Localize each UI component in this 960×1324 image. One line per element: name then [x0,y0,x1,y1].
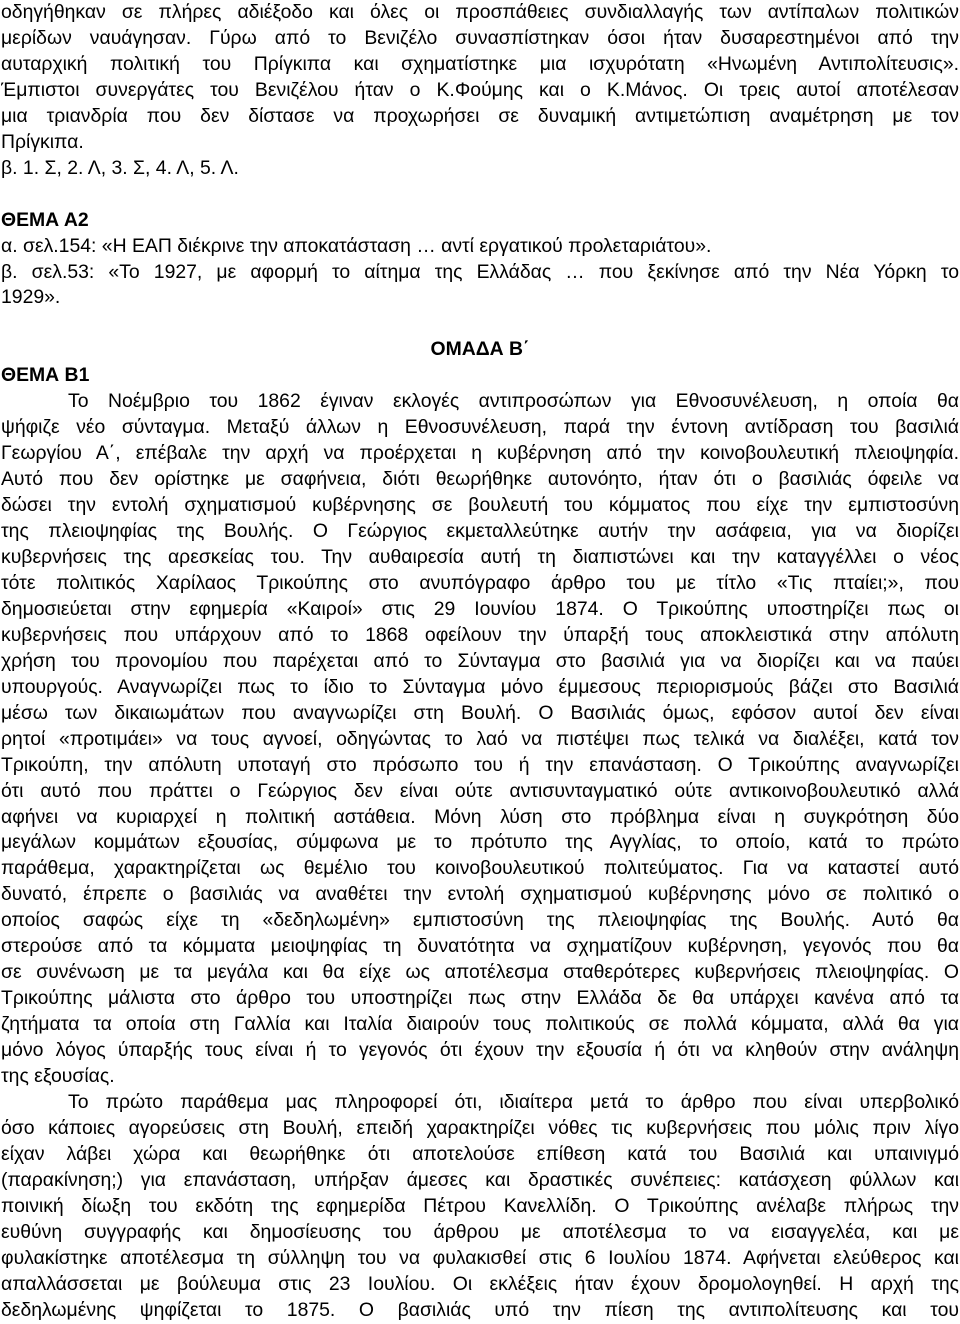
text-line: ότι αυτό που πράττει ο Γεώργιος δεν είναι ούτε αντισυνταγματικό ούτε αντικοινοβουλευτικό αλλά [1,779,959,802]
text-line: Τρικούπης μάλιστα στο άρθρο του υποστηρίζει πως στην Ελλάδα δε θα υπάρχει κανένα από τα [1,987,959,1010]
thema-a2-answer-b-cont: 1929». [1,286,61,309]
thema-a2-section [1,208,959,312]
text-line: απαλλάσσεται με βούλευμα στις 23 Ιουλίου. Οι εκλέξεις ήταν έχουν δρομολογηθεί. Η αρχή της [1,1272,959,1295]
text-line: ποινική δίωξη του εκδότη της εφημερίδα Πέτρου Κανελλίδη. Ο Τρικούπης ανέλαβε πλήρως την [1,1194,959,1217]
thema-a2-heading: ΘΕΜΑ Α2 [1,208,89,231]
text-line: κυβερνήσεις που υπάρχουν από το 1868 οφείλουν την ύπαρξή τους αποκλειστικά στην απόλυτη [1,623,959,646]
text-line: της πλειοψηφίας της Βουλής. Ο Γεώργιος εκμεταλλεύτηκε αυτήν την ασάφεια, για να διορίζει [1,520,959,543]
text-line: χρήση του προνομίου που παρέχεται από το Σύνταγμα στο βασιλιά για να διορίζει και να παύει [1,649,959,672]
text-line: ζητήματα τα οποία στη Γαλλία και Ιταλία διαιρούν τους πολιτικούς σε πολλά κόμματα, αλλά θα για [1,1013,959,1036]
text-line: είχαν λάβει χώρα και θεωρήθηκε ότι αποτελούσε επίθεση κατά του Βασιλιά και υπαινιγμό [1,1142,959,1165]
text-line: ψήφιζε νέο σύνταγμα. Μεταξύ άλλων η Εθνοσυνέλευση, παρά την έντονη αντίδραση του βασιλιά [1,416,959,439]
blank-line [1,311,959,337]
thema-b1-heading: ΘΕΜΑ Β1 [1,364,90,387]
text-line: (παρακίνηση;) για επανάσταση, υπήρξαν άμεσες και δραστικές συνέπειες: κατάσχεση φύλλων και [1,1168,959,1191]
thema-a2-answer-a: α. σελ.154: «Η ΕΑΠ διέκρινε την αποκατάσταση … αντί εργατικού προλεταριάτου». [1,234,712,257]
text-line: μια τριανδρία που δεν δίστασε να προχωρήσει σε δυναμική αντιμετώπιση αναμέτρηση με τον [1,104,959,127]
text-line: Γεωργίου Α΄, επέβαλε την αρχή να προέρχεται η κυβέρνηση από την κοινοβουλευτική πλειοψηφία. [1,442,959,465]
text-line: δημοσιεύεται στην εφημερία «Καιροί» στις 29 Ιουνίου 1874. Ο Τρικούπης υποστηρίζει πως οι [1,597,959,620]
answer-b-line: β. 1. Σ, 2. Λ, 3. Σ, 4. Λ, 5. Λ. [1,156,239,179]
text-line: Το πρώτο παράθεμα μας πληροφορεί ότι, ιδιαίτερα μετά το άρθρο που είναι υπερβολικό [68,1091,959,1113]
blank-line [1,182,959,208]
text-line: οδηγήθηκαν σε πλήρες αδιέξοδο και όλες οι προσπάθειες συνδιαλλαγής των αντίπαλων πολιτικών [1,1,959,23]
text-line: όσο κάποιες αγορεύσεις στη Βουλή, επειδή χαρακτηρίζει νόθες τις κυβερνήσεις που μόλις πριν λίγο [1,1116,959,1139]
thema-a2-answer-b: β. σελ.53: «Το 1927, με αφορμή το αίτημα της Ελλάδας … που ξεκίνησε από την Νέα Υόρκη το [1,260,959,283]
text-line: δυνατό, έπρεπε ο βασιλιάς να αναθέτει την εντολή σχηματισμού κυβέρνησης μόνο σε πολιτικό ο [1,883,959,906]
text-line: μερίδων ναυάγησαν. Γύρω από το Βενιζέλο συνασπίστηκαν όσοι ήταν δυσαρεστημένοι από την [1,26,959,49]
text-line: παράθεμα, χαρακτηρίζεται ως θεμέλιο του κοινοβουλευτικού πολιτεύματος. Για να καταστεί αυτό [1,857,959,880]
text-line: υπουργούς. Αναγνωρίζει πως το ίδιο το Σύνταγμα μόνο έμμεσους περιορισμούς βάζει στο Βασιλιά [1,675,959,698]
thema-b1-paragraph-1 [1,389,959,1090]
text-line: ευθύνη συγγραφής και δημοσίευσης του άρθρου με αποτέλεσμα το να εισαγγελέα, και με [1,1220,959,1243]
text-line: οποίος σαφώς είχε τη «δεδηλωμένη» εμπιστοσύνη της πλειοψηφίας της Βουλής. Αυτό θα [1,909,959,932]
text-line: Πρίγκιπα. [1,130,84,153]
text-line: κυβερνήσεις της αρεσκείας του. Την αυθαιρεσία αυτή τη διαπιστώνει και την καταγγέλλει ο νέος [1,545,959,568]
text-line: της εξουσίας. [1,1065,115,1088]
text-line: μέσω των δικαιωμάτων που αναγνωρίζει στη Βουλή. Ο Βασιλιάς όμως, εφόσον αυτοί δεν είναι [1,701,959,724]
text-line: τότε πολιτικός Χαρίλαος Τρικούπης στο ανυπόγραφο άρθρο του με τίτλο «Τις πταίει;», που [1,571,959,594]
text-line: Τρικούπη, την απόλυτη υποταγή στο πρόσωπο του ή την επανάσταση. Ο Τρικούπης αναγνωρίζει [1,753,959,776]
text-line: δώσει την εντολή σχηματισμού κυβέρνησης σε βουλευτή του κόμματος που είχε την εμπιστοσύνη [1,494,959,517]
text-line: σε συνένωση με τα μεγάλα και θα είχε ως αποτέλεσμα σταθερότερες κυβερνήσεις πλειοψηφίας. Ο [1,961,959,984]
text-line: φυλακίστηκε αποτέλεσμα τη σύλληψη του να φυλακισθεί στις 6 Ιουλίου 1874. Αφήνεται ελεύθερος και [1,1246,959,1269]
text-line: μεγάλων κομμάτων εξουσίας, σύμφωνα με το πρότυπο της Αγγλίας, το οποίο, κατά το πρώτο [1,831,959,854]
text-line: Έμπιστοι συνεργάτες του Βενιζέλου ήταν ο Κ.Φούμης και ο Κ.Μάνος. Οι τρεις αυτοί αποτέλεσαν [1,78,959,101]
text-line: δεδηλωμένης ψηφίζεται το 1875. Ο βασιλιάς υπό την πίεση της αντιπολίτευσης και του [1,1298,959,1321]
text-line: αυταρχική πολιτική του Πρίγκιπα και σχηματίστηκε μια ισχυρότατη «Ηνωμένη Αντιπολίτευσις». [1,52,959,75]
text-line: μόνο λόγος ύπαρξής τους είναι ή το γεγονός ότι έχουν την εξουσία ή ότι να κληθούν στην ανάληψη [1,1039,959,1062]
text-line: Το Νοέμβριο του 1862 έγιναν εκλογές αντιπροσώπων για Εθνοσυνέλευση, η οποία θα [68,390,959,413]
thema-b1-paragraph-2 [1,1090,959,1324]
text-line: αφήνει να κυριαρχεί η πολιτική αστάθεια. Μόνη λύση στο πρόβλημα είναι η συγκρότηση δύο [1,805,959,828]
thema-b1-section [1,363,959,1323]
intro-paragraph [1,0,959,156]
group-b-title: ΟΜΑΔΑ Β΄ [430,338,530,361]
text-line: ρητοί «προτιμάει» να τους αγνοεί, οδηγώντας το λαό να πιστέψει πως τελικά να διαλέξει, κατά τον [1,727,959,750]
text-line: Αυτό που δεν ορίστηκε με σαφήνεια, διότι θεωρήθηκε αυτονόητο, ήταν ότι ο βασιλιάς όφειλε να [1,468,959,491]
text-line: στερούσε από τα κόμματα μειοψηφίας τη δυνατότητα να σχηματίζουν κυβέρνηση, γεγονός που θα [1,935,959,958]
